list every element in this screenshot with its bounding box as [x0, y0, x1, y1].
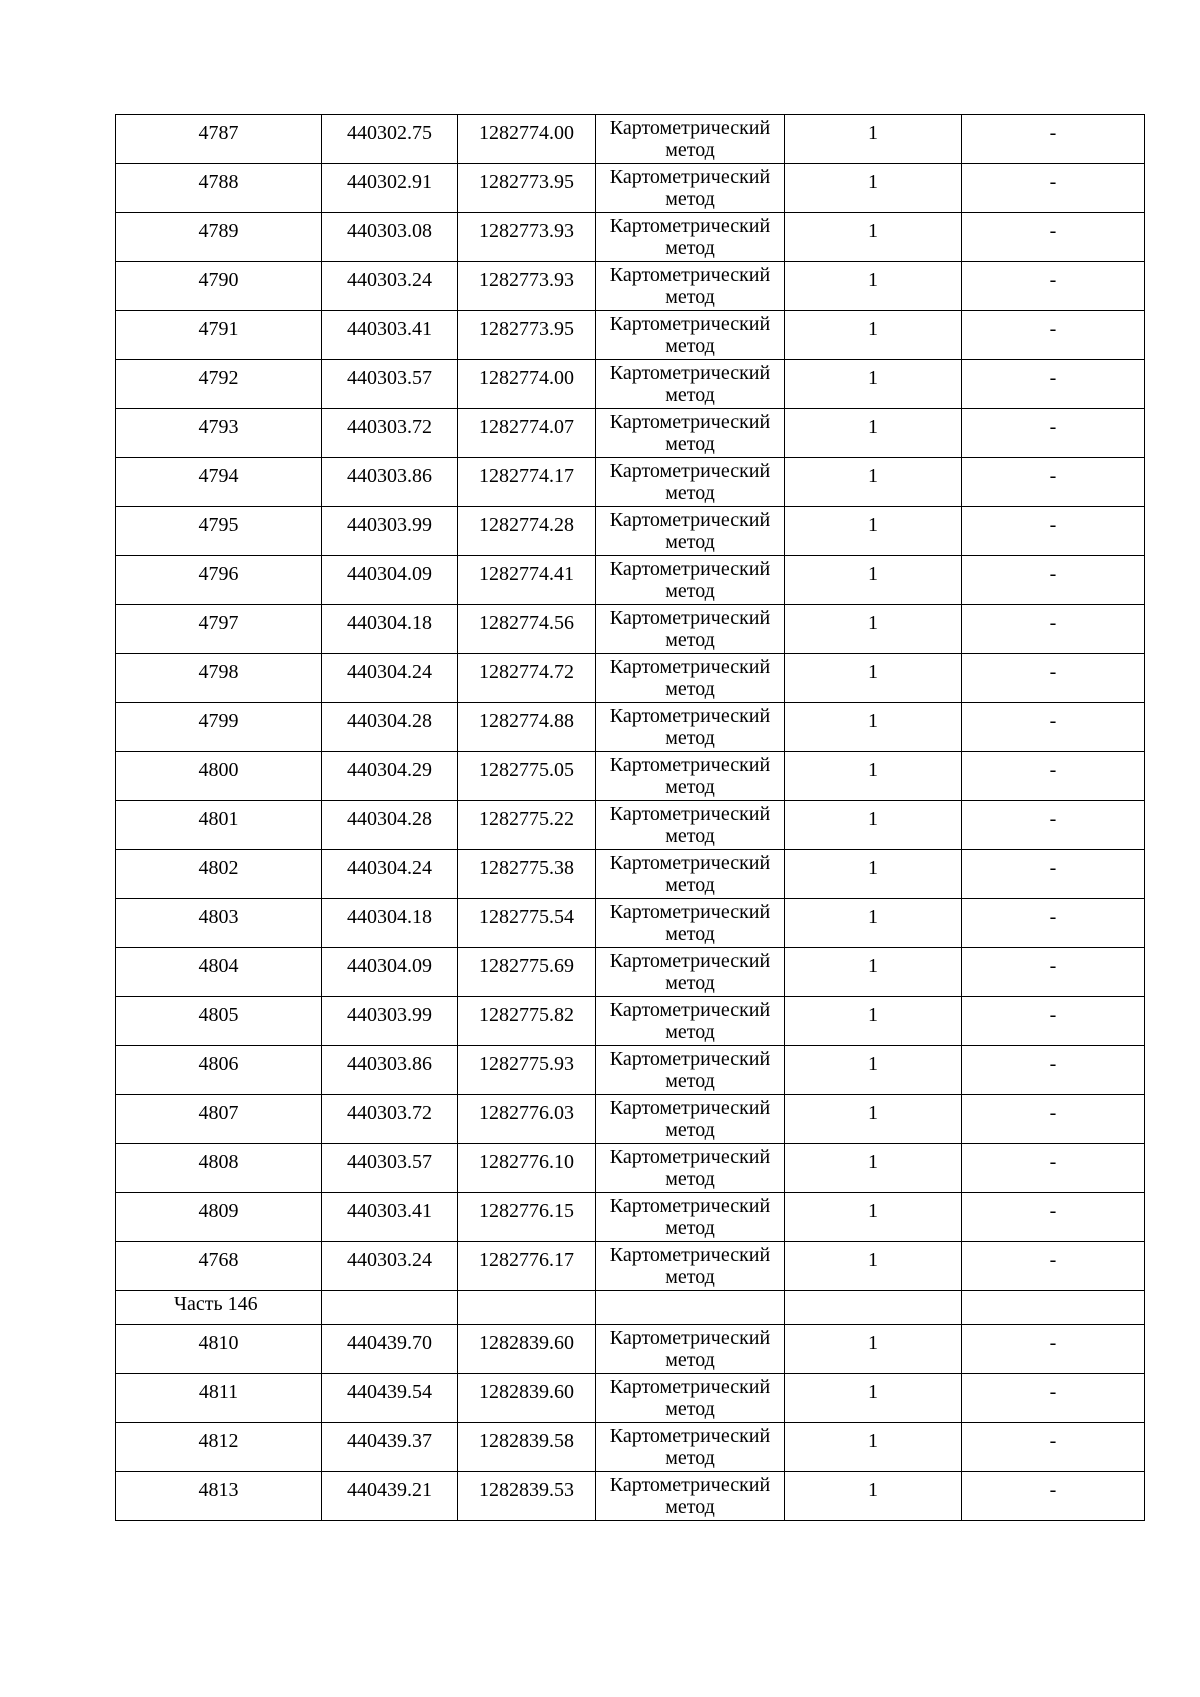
accuracy-cell: 1 [785, 850, 962, 899]
accuracy-cell: 1 [785, 115, 962, 164]
table-row [116, 752, 1145, 801]
method-line-2: метод [665, 776, 715, 798]
y-coordinate-cell: 1282775.82 [458, 997, 596, 1046]
accuracy-cell: 1 [785, 262, 962, 311]
y-coordinate-cell: 1282776.17 [458, 1242, 596, 1291]
x-coordinate-cell: 440304.09 [322, 948, 458, 997]
table-row [116, 850, 1145, 899]
method-line-2: метод [665, 874, 715, 896]
table-row [116, 1242, 1145, 1291]
method-line-1: Картометрический [609, 117, 771, 139]
accuracy-cell: 1 [785, 311, 962, 360]
table-row [116, 899, 1145, 948]
table-row [116, 1472, 1145, 1521]
method-line-1: Картометрический [609, 1376, 771, 1398]
method-line-1: Картометрический [609, 1195, 771, 1217]
method-cell [596, 654, 785, 703]
table-row [116, 507, 1145, 556]
accuracy-cell: 1 [785, 605, 962, 654]
table-row [116, 654, 1145, 703]
point-number-cell: 4803 [116, 899, 322, 948]
point-number-cell: 4804 [116, 948, 322, 997]
point-number-cell: 4792 [116, 360, 322, 409]
note-cell: - [962, 262, 1145, 311]
y-coordinate-cell: 1282839.53 [458, 1472, 596, 1521]
empty-cell [962, 1291, 1145, 1325]
method-line-1: Картометрический [609, 852, 771, 874]
table-row [116, 605, 1145, 654]
y-coordinate-cell: 1282773.93 [458, 262, 596, 311]
method-line-2: метод [665, 286, 715, 308]
x-coordinate-cell: 440304.24 [322, 850, 458, 899]
point-number-cell: 4808 [116, 1144, 322, 1193]
note-cell: - [962, 1242, 1145, 1291]
empty-cell [458, 1291, 596, 1325]
table-row [116, 213, 1145, 262]
point-number-cell: 4801 [116, 801, 322, 850]
y-coordinate-cell: 1282774.00 [458, 360, 596, 409]
method-cell [596, 1325, 785, 1374]
note-cell: - [962, 899, 1145, 948]
method-cell [596, 1193, 785, 1242]
accuracy-cell: 1 [785, 1472, 962, 1521]
point-number-cell: 4802 [116, 850, 322, 899]
y-coordinate-cell: 1282775.38 [458, 850, 596, 899]
method-line-1: Картометрический [609, 901, 771, 923]
table-row [116, 997, 1145, 1046]
accuracy-cell: 1 [785, 1144, 962, 1193]
note-cell: - [962, 409, 1145, 458]
note-cell: - [962, 507, 1145, 556]
method-cell [596, 703, 785, 752]
y-coordinate-cell: 1282776.10 [458, 1144, 596, 1193]
table-row [116, 311, 1145, 360]
y-coordinate-cell: 1282774.00 [458, 115, 596, 164]
point-number-cell: 4787 [116, 115, 322, 164]
accuracy-cell: 1 [785, 948, 962, 997]
x-coordinate-cell: 440303.41 [322, 311, 458, 360]
x-coordinate-cell: 440439.54 [322, 1374, 458, 1423]
point-number-cell: 4788 [116, 164, 322, 213]
table-row [116, 115, 1145, 164]
y-coordinate-cell: 1282776.03 [458, 1095, 596, 1144]
method-line-2: метод [665, 139, 715, 161]
y-coordinate-cell: 1282773.95 [458, 311, 596, 360]
method-cell [596, 507, 785, 556]
y-coordinate-cell: 1282839.60 [458, 1325, 596, 1374]
method-line-2: метод [665, 1217, 715, 1239]
x-coordinate-cell: 440439.37 [322, 1423, 458, 1472]
y-coordinate-cell: 1282839.60 [458, 1374, 596, 1423]
accuracy-cell: 1 [785, 409, 962, 458]
method-line-1: Картометрический [609, 999, 771, 1021]
x-coordinate-cell: 440304.29 [322, 752, 458, 801]
note-cell: - [962, 164, 1145, 213]
note-cell: - [962, 997, 1145, 1046]
y-coordinate-cell: 1282774.28 [458, 507, 596, 556]
x-coordinate-cell: 440304.18 [322, 605, 458, 654]
note-cell: - [962, 1046, 1145, 1095]
accuracy-cell: 1 [785, 654, 962, 703]
point-number-cell: 4789 [116, 213, 322, 262]
method-line-2: метод [665, 384, 715, 406]
table-row [116, 1193, 1145, 1242]
method-line-1: Картометрический [609, 1097, 771, 1119]
y-coordinate-cell: 1282775.69 [458, 948, 596, 997]
x-coordinate-cell: 440304.28 [322, 703, 458, 752]
method-line-2: метод [665, 1266, 715, 1288]
note-cell: - [962, 1472, 1145, 1521]
method-cell [596, 850, 785, 899]
x-coordinate-cell: 440303.86 [322, 458, 458, 507]
method-cell [596, 997, 785, 1046]
method-line-2: метод [665, 1496, 715, 1518]
y-coordinate-cell: 1282775.05 [458, 752, 596, 801]
point-number-cell: 4810 [116, 1325, 322, 1374]
note-cell: - [962, 458, 1145, 507]
method-line-2: метод [665, 1070, 715, 1092]
accuracy-cell: 1 [785, 556, 962, 605]
y-coordinate-cell: 1282774.72 [458, 654, 596, 703]
y-coordinate-cell: 1282773.93 [458, 213, 596, 262]
accuracy-cell: 1 [785, 1193, 962, 1242]
method-cell [596, 164, 785, 213]
method-cell [596, 899, 785, 948]
method-line-2: метод [665, 972, 715, 994]
table-row [116, 360, 1145, 409]
point-number-cell: 4807 [116, 1095, 322, 1144]
y-coordinate-cell: 1282775.22 [458, 801, 596, 850]
note-cell: - [962, 948, 1145, 997]
method-cell [596, 458, 785, 507]
method-line-1: Картометрический [609, 705, 771, 727]
point-number-cell: 4795 [116, 507, 322, 556]
part-label: Часть 146 [116, 1291, 322, 1325]
method-line-2: метод [665, 1021, 715, 1043]
method-cell [596, 556, 785, 605]
method-line-2: метод [665, 580, 715, 602]
accuracy-cell: 1 [785, 1423, 962, 1472]
method-cell [596, 752, 785, 801]
note-cell: - [962, 1374, 1145, 1423]
accuracy-cell: 1 [785, 1374, 962, 1423]
method-cell [596, 1242, 785, 1291]
method-line-2: метод [665, 629, 715, 651]
point-number-cell: 4768 [116, 1242, 322, 1291]
table-row [116, 458, 1145, 507]
x-coordinate-cell: 440304.28 [322, 801, 458, 850]
method-line-2: метод [665, 1349, 715, 1371]
note-cell: - [962, 311, 1145, 360]
empty-cell [785, 1291, 962, 1325]
table-row [116, 164, 1145, 213]
method-cell [596, 1095, 785, 1144]
method-cell [596, 262, 785, 311]
point-number-cell: 4806 [116, 1046, 322, 1095]
accuracy-cell: 1 [785, 1325, 962, 1374]
note-cell: - [962, 360, 1145, 409]
y-coordinate-cell: 1282774.17 [458, 458, 596, 507]
table-row [116, 948, 1145, 997]
method-line-1: Картометрический [609, 362, 771, 384]
method-line-2: метод [665, 531, 715, 553]
method-cell [596, 409, 785, 458]
accuracy-cell: 1 [785, 1095, 962, 1144]
accuracy-cell: 1 [785, 507, 962, 556]
x-coordinate-cell: 440303.24 [322, 1242, 458, 1291]
accuracy-cell: 1 [785, 997, 962, 1046]
method-line-2: метод [665, 237, 715, 259]
table-row [116, 262, 1145, 311]
method-cell [596, 1423, 785, 1472]
x-coordinate-cell: 440303.41 [322, 1193, 458, 1242]
method-line-1: Картометрический [609, 1474, 771, 1496]
note-cell: - [962, 752, 1145, 801]
method-line-1: Картометрический [609, 215, 771, 237]
y-coordinate-cell: 1282774.07 [458, 409, 596, 458]
table-row [116, 801, 1145, 850]
x-coordinate-cell: 440303.99 [322, 507, 458, 556]
method-line-1: Картометрический [609, 656, 771, 678]
x-coordinate-cell: 440302.91 [322, 164, 458, 213]
y-coordinate-cell: 1282775.93 [458, 1046, 596, 1095]
x-coordinate-cell: 440303.99 [322, 997, 458, 1046]
method-line-1: Картометрический [609, 166, 771, 188]
x-coordinate-cell: 440439.70 [322, 1325, 458, 1374]
x-coordinate-cell: 440439.21 [322, 1472, 458, 1521]
y-coordinate-cell: 1282773.95 [458, 164, 596, 213]
method-line-1: Картометрический [609, 1146, 771, 1168]
method-line-1: Картометрический [609, 264, 771, 286]
point-number-cell: 4800 [116, 752, 322, 801]
x-coordinate-cell: 440303.57 [322, 360, 458, 409]
y-coordinate-cell: 1282839.58 [458, 1423, 596, 1472]
x-coordinate-cell: 440303.24 [322, 262, 458, 311]
method-line-1: Картометрический [609, 607, 771, 629]
x-coordinate-cell: 440302.75 [322, 115, 458, 164]
method-line-1: Картометрический [609, 509, 771, 531]
accuracy-cell: 1 [785, 360, 962, 409]
coordinates-table-body [116, 115, 1145, 1521]
x-coordinate-cell: 440304.24 [322, 654, 458, 703]
method-line-2: метод [665, 188, 715, 210]
method-cell [596, 1046, 785, 1095]
table-row [116, 1144, 1145, 1193]
method-line-2: метод [665, 678, 715, 700]
x-coordinate-cell: 440303.57 [322, 1144, 458, 1193]
method-line-2: метод [665, 1398, 715, 1420]
x-coordinate-cell: 440303.08 [322, 213, 458, 262]
table-row [116, 1095, 1145, 1144]
part-header-row [116, 1291, 1145, 1325]
x-coordinate-cell: 440303.72 [322, 1095, 458, 1144]
point-number-cell: 4799 [116, 703, 322, 752]
table-row [116, 1423, 1145, 1472]
accuracy-cell: 1 [785, 1242, 962, 1291]
accuracy-cell: 1 [785, 164, 962, 213]
point-number-cell: 4790 [116, 262, 322, 311]
method-cell [596, 1472, 785, 1521]
method-cell [596, 213, 785, 262]
point-number-cell: 4811 [116, 1374, 322, 1423]
accuracy-cell: 1 [785, 752, 962, 801]
method-line-2: метод [665, 433, 715, 455]
accuracy-cell: 1 [785, 899, 962, 948]
point-number-cell: 4794 [116, 458, 322, 507]
x-coordinate-cell: 440303.86 [322, 1046, 458, 1095]
x-coordinate-cell: 440303.72 [322, 409, 458, 458]
method-line-1: Картометрический [609, 558, 771, 580]
point-number-cell: 4797 [116, 605, 322, 654]
y-coordinate-cell: 1282774.56 [458, 605, 596, 654]
table-row [116, 703, 1145, 752]
table-row [116, 1046, 1145, 1095]
method-cell [596, 948, 785, 997]
y-coordinate-cell: 1282774.41 [458, 556, 596, 605]
method-line-1: Картометрический [609, 460, 771, 482]
empty-cell [596, 1291, 785, 1325]
method-cell [596, 1144, 785, 1193]
method-line-1: Картометрический [609, 1425, 771, 1447]
method-line-1: Картометрический [609, 411, 771, 433]
method-line-2: метод [665, 482, 715, 504]
method-line-1: Картометрический [609, 313, 771, 335]
note-cell: - [962, 1095, 1145, 1144]
accuracy-cell: 1 [785, 1046, 962, 1095]
method-line-1: Картометрический [609, 803, 771, 825]
note-cell: - [962, 605, 1145, 654]
method-cell [596, 801, 785, 850]
method-line-2: метод [665, 1119, 715, 1141]
x-coordinate-cell: 440304.09 [322, 556, 458, 605]
table-row [116, 556, 1145, 605]
table-row [116, 1374, 1145, 1423]
note-cell: - [962, 703, 1145, 752]
point-number-cell: 4798 [116, 654, 322, 703]
note-cell: - [962, 1325, 1145, 1374]
note-cell: - [962, 556, 1145, 605]
method-line-2: метод [665, 335, 715, 357]
method-line-1: Картометрический [609, 1048, 771, 1070]
method-line-2: метод [665, 1168, 715, 1190]
point-number-cell: 4791 [116, 311, 322, 360]
point-number-cell: 4809 [116, 1193, 322, 1242]
note-cell: - [962, 1423, 1145, 1472]
point-number-cell: 4793 [116, 409, 322, 458]
note-cell: - [962, 654, 1145, 703]
accuracy-cell: 1 [785, 458, 962, 507]
note-cell: - [962, 213, 1145, 262]
note-cell: - [962, 1144, 1145, 1193]
method-line-2: метод [665, 923, 715, 945]
method-line-2: метод [665, 727, 715, 749]
x-coordinate-cell: 440304.18 [322, 899, 458, 948]
point-number-cell: 4812 [116, 1423, 322, 1472]
point-number-cell: 4805 [116, 997, 322, 1046]
method-line-2: метод [665, 825, 715, 847]
table-row [116, 1325, 1145, 1374]
method-line-1: Картометрический [609, 950, 771, 972]
accuracy-cell: 1 [785, 703, 962, 752]
coordinates-table [115, 114, 1145, 1521]
empty-cell [322, 1291, 458, 1325]
note-cell: - [962, 850, 1145, 899]
method-cell [596, 360, 785, 409]
accuracy-cell: 1 [785, 213, 962, 262]
method-cell [596, 115, 785, 164]
note-cell: - [962, 1193, 1145, 1242]
method-line-1: Картометрический [609, 1244, 771, 1266]
point-number-cell: 4813 [116, 1472, 322, 1521]
y-coordinate-cell: 1282775.54 [458, 899, 596, 948]
accuracy-cell: 1 [785, 801, 962, 850]
y-coordinate-cell: 1282776.15 [458, 1193, 596, 1242]
note-cell: - [962, 115, 1145, 164]
method-line-1: Картометрический [609, 754, 771, 776]
note-cell: - [962, 801, 1145, 850]
table-row [116, 409, 1145, 458]
method-line-1: Картометрический [609, 1327, 771, 1349]
method-cell [596, 1374, 785, 1423]
point-number-cell: 4796 [116, 556, 322, 605]
y-coordinate-cell: 1282774.88 [458, 703, 596, 752]
method-line-2: метод [665, 1447, 715, 1469]
method-cell [596, 605, 785, 654]
method-cell [596, 311, 785, 360]
